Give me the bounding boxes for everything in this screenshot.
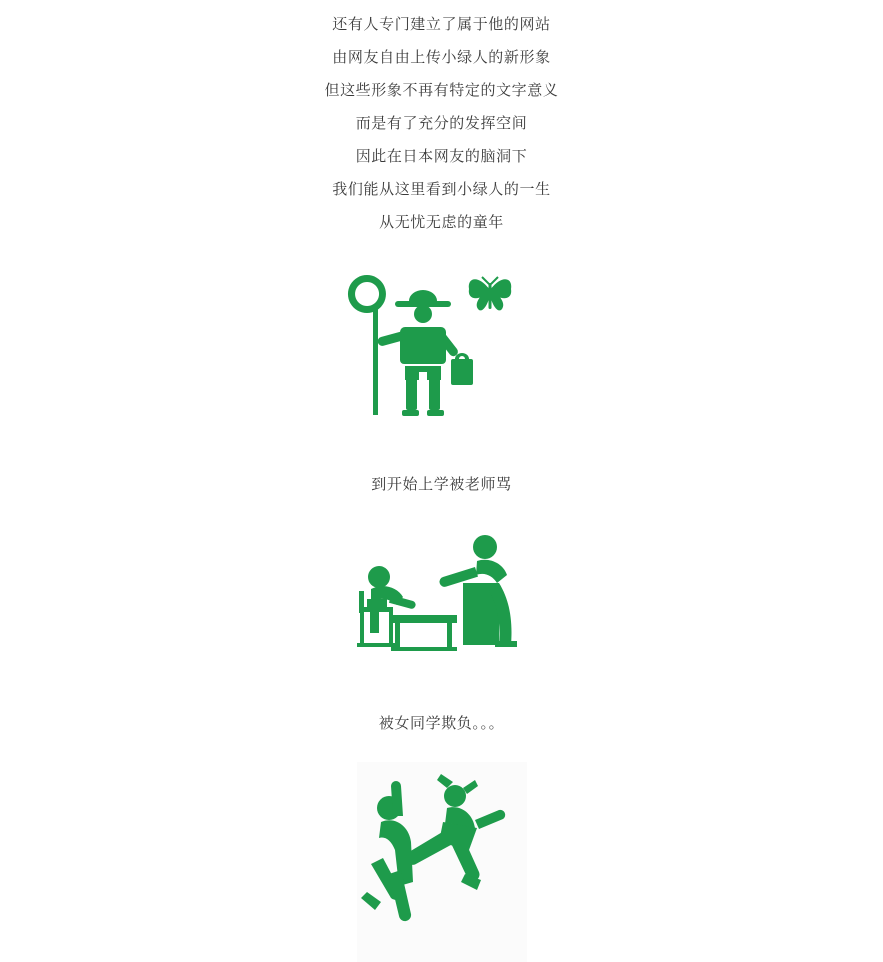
paragraph-line-3: 但这些形象不再有特定的文字意义 bbox=[324, 82, 559, 99]
paragraph-line-4: 而是有了充分的发挥空间 bbox=[355, 115, 528, 132]
figure-green-man-scolded-by-teacher bbox=[0, 527, 883, 667]
green-man-butterfly-net-icon bbox=[347, 267, 537, 432]
paragraph-line-6: 我们能从这里看到小绿人的一生 bbox=[332, 181, 551, 198]
figure-3-frame bbox=[357, 762, 527, 962]
spacer-2 bbox=[0, 691, 883, 707]
caption-after-figure-2: 被女同学欺负。。。 bbox=[378, 715, 505, 732]
green-man-scolded-by-teacher-icon bbox=[347, 527, 537, 667]
paragraph-line-5: 因此在日本网友的脑洞下 bbox=[355, 148, 528, 165]
caption-after-figure-1: 到开始上学被老师骂 bbox=[371, 476, 512, 493]
figure-green-man-bullied-by-girl bbox=[0, 762, 883, 962]
paragraph-line-1: 还有人专门建立了属于他的网站 bbox=[332, 16, 551, 33]
figure-green-man-butterfly-net bbox=[0, 267, 883, 432]
green-man-bullied-by-girl-icon bbox=[357, 762, 527, 962]
paragraph-line-2: 由网友自由上传小绿人的新形象 bbox=[332, 49, 551, 66]
spacer-1 bbox=[0, 454, 883, 468]
paragraph-line-7: 从无忧无虑的童年 bbox=[379, 214, 504, 231]
